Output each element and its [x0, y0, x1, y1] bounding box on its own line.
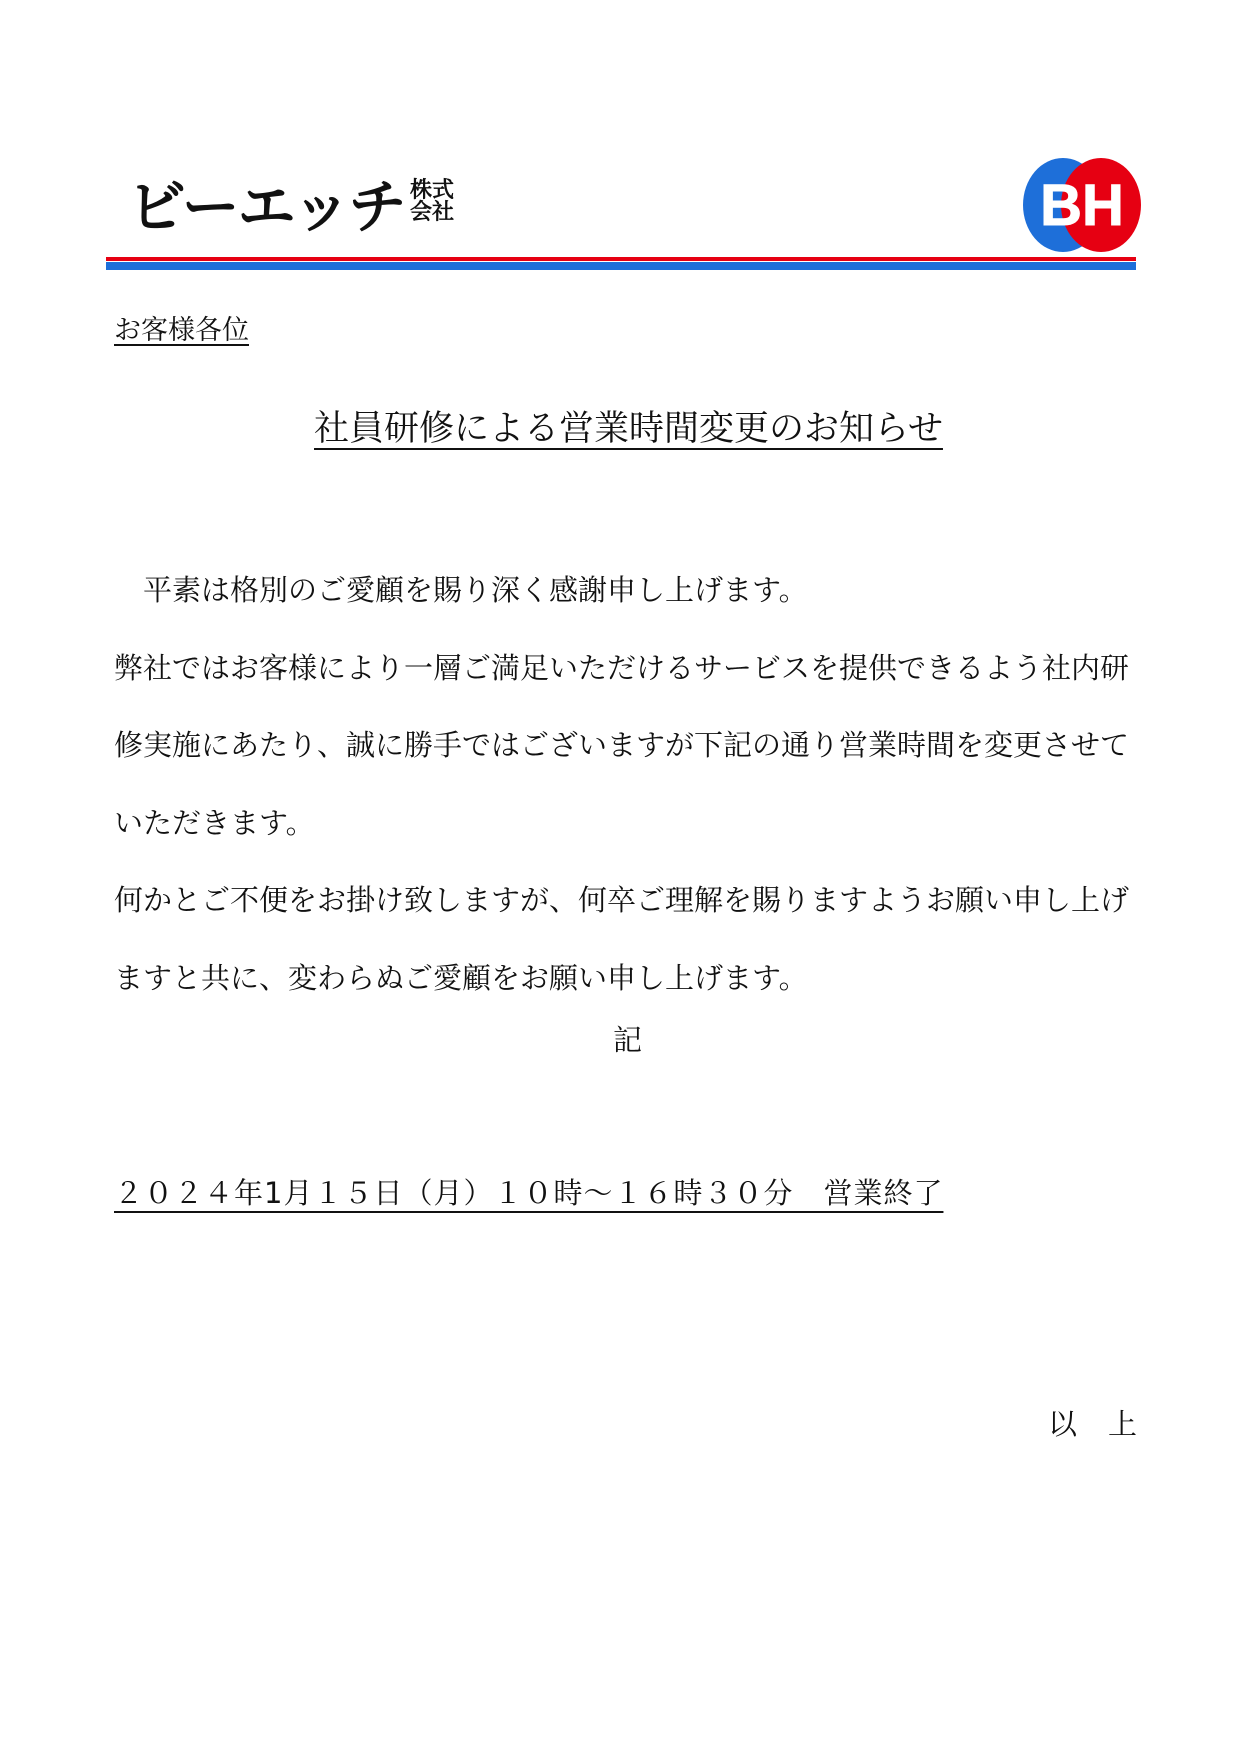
body-paragraph-greeting: 平素は格別のご愛顧を賜り深く感謝申し上げます。 [143, 573, 808, 607]
ki-heading-wrapper [0, 1018, 1241, 1059]
header-rule [106, 257, 1136, 271]
notice-body [114, 552, 1139, 1017]
company-suffix-line1: 株式 [409, 178, 454, 203]
schedule-line: ２０２４年1月１５日（月）１０時～１６時３０分 営業終了 [114, 1176, 944, 1210]
body-paragraph-announcement: 弊社ではお客様により一層ご満足いただけるサービスを提供できるよう社内研修実施にあたり、誠に勝手ではございますが下記の通り営業時間を変更させていただきます。 [114, 650, 1130, 840]
notice-title-wrapper [0, 401, 1241, 451]
closing-mark: 以 上 [1047, 1407, 1138, 1441]
notice-title: 社員研修による営業時間変更のお知らせ [314, 409, 943, 449]
company-suffix-line2: 会社 [409, 200, 454, 226]
header-rule-blue [106, 262, 1136, 270]
salutation: お客様各位 [114, 315, 249, 346]
company-name: ビーエッチ [128, 173, 405, 241]
header-rule-red [106, 257, 1136, 261]
logo-letters: BH [1040, 173, 1124, 238]
company-suffix [408, 180, 456, 225]
ki-heading: 記 [612, 1023, 642, 1057]
body-paragraph-apology: 何かとご不便をお掛け致しますが、何卒ご理解を賜りますようお願い申し上げますと共に、変わらぬご愛顧をお願い申し上げます。 [114, 883, 1130, 995]
bh-logo [1021, 155, 1141, 255]
